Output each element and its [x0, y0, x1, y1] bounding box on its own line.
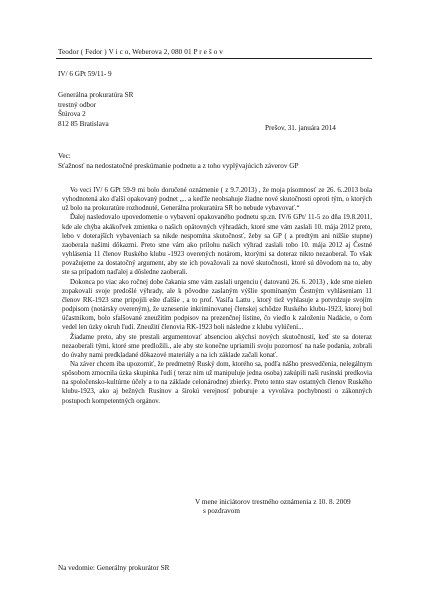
- subject-text: Sťažnosť na nedostatočné preskúmanie podnetu a z toho vyplývajúcich záverov GP: [58, 161, 299, 170]
- closing-greeting: s pozdravom: [203, 507, 240, 516]
- closing-block: [195, 498, 351, 517]
- body-paragraph: Dokonca po viac ako ročnej dobe čakania sme vám zaslali urgenciu ( datovanú 26. 6. 2013) , kde sme nielen zopakovali svoje predošlé výhrady, ale k pôvodne zaslaným výšlie spomínaným Čestným vyhláseniam 11 členov RK-1923 sme pripojili ešte ďalšie , a to prof. Vasiľa Lattu , ktorý tiež vyhlasuje a potvrdzuje svojím podpisom (notársky overeným), že uznesenie inkriminovanej členskej schôdze Ruského klubu-1923, ktorej bol účastníkom, bolo sfalšované zneužitím podpisov na prezenčnej listine, čo viedlo k založeniu Nadácie, o čom vedel len úzky okruh ľudí. Zneužití členovia RK-1923 boli následne z klubu vylúčení...: [62, 278, 372, 332]
- header-divider: [56, 58, 372, 59]
- letter-body: [62, 186, 372, 406]
- recipient-line: Generálna prokuratúra SR: [58, 91, 134, 99]
- subject-block: [58, 152, 298, 171]
- body-paragraph: Žiadame preto, aby ste prestali argumentovať absenciou akýchsi nových skutočností, keď ste sa doteraz nezaoberali tými, ktoré sme predložili., ale aby ste konečne upriamili svoju pozornosť na naše podania, zobrali do úvahy nami predkladané dôkazové materiály a na ich základe začali konať.: [62, 333, 372, 359]
- recipient-line: Štúrova 2: [58, 110, 86, 119]
- sender-header: Teodor ( Fedor ) V i c o, Weberova 2, 080 01 P r e š o v: [58, 48, 223, 56]
- reference-number: IV/ 6 GPt 59/11- 9: [58, 70, 112, 78]
- recipient-address: [58, 91, 133, 129]
- recipient-line: trestný odbor: [58, 100, 97, 109]
- recipient-line: 812 85 Bratislava: [58, 119, 109, 128]
- body-paragraph: Vo veci IV/ 6 GPt 59-9 mi bolo doručené oznámenie ( z 9.7.2013) , že moja písomnosť ze 26. 6..2013 bola vyhodnotená ako ďalší opakovaný podnet „.. a keďže neobsahuje žiadne nové skutočnosti oproti tým, o ktorých už bolo na prokuratúre rozhodnuté, Generálna prokuratúra SR ho nebude vybavovať.“: [62, 187, 372, 213]
- subject-label: Vec:: [58, 152, 71, 160]
- body-paragraph: Ďalej nasledovalo upovedomenie o vybavení opakovaného podnetu sp.zn. IV/6 GPt/ 11-5 zo dňa 19.8.2011, kde ale chýba akákoľvek zmienka o našich opätovných výhradách, ktoré sme vám zaslali 10. mája 2012 preto, lebo v doterajších vybaveniach sa nikde nespomína skutočnosť, žeby sa GP ( a predtým ani nižšie stupne) zaoberala našimi dôkazmi. Preto sme vám ako prílohu našich výhrad zaslali tobo 10. mája 2012 aj Čestné vyhlásenia 11 členov Ruského klubu -1923 overených notárom, ktorými sa doteraz nikto nezaoberal. To však považujeme za dostatočný argument, aby ste ich považovali za nové skutočnosti, ktoré sú dôvodom na to, aby ste sa prípadom naďalej a dôsledne zaoberali.: [62, 214, 372, 277]
- closing-line: V mene iniciátorov trestného oznámenia z 10. 8. 2009: [195, 498, 351, 506]
- cc-line: Na vedomie: Generálny prokurátor SR: [58, 564, 170, 572]
- body-paragraph: Na záver chcem iba upozorniť, že predmetný Ruský dom, ktorého sa, podľa nášho presvedčenia, nelegálnym spôsobom zmocnila úzka skupinka ľudí ( teraz nim už manipuluje jedna osoba) zakúpili naši rusínski predkovia na spoločensko-kultúrne účely a to na základe celonárodnej zbierky. Preto tento stav ostatných členov Ruského klubu-1923, ako aj bežných Rusínov a širokú verejnosť poburuje a vyvoláva pochybnosti o zákonných postupoch kompetentných orgánov.: [62, 360, 372, 405]
- letter-date: Prešov, 31. januára 2014: [265, 124, 336, 132]
